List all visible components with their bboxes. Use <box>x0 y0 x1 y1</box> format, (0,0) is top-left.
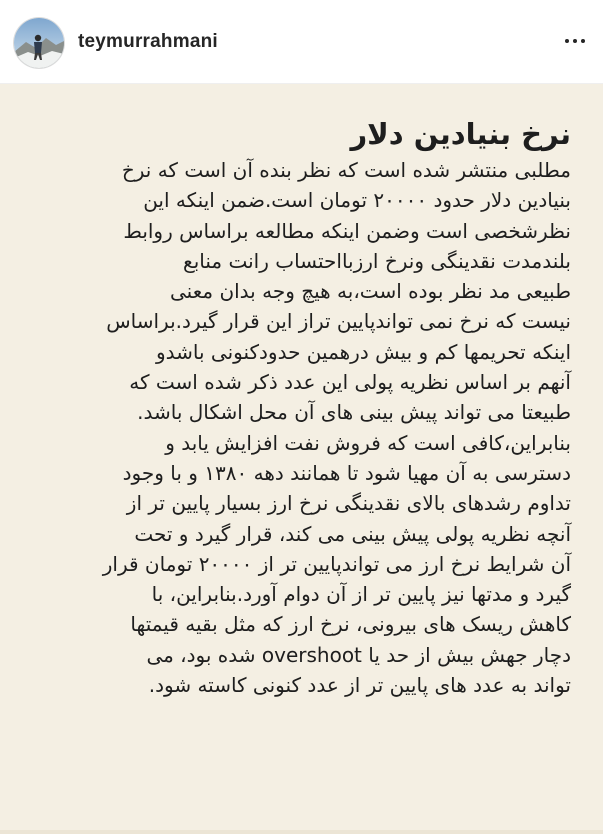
text-line: طبیعی مد نظر بوده است،به هیچ وجه بدان معنی <box>170 279 571 304</box>
text-line: کاهش ریسک های بیرونی، نرخ ارز که مثل بقیه قیمتها <box>130 612 571 637</box>
faded-previous-text <box>170 84 430 96</box>
text-line: اینکه تحریمها کم و بیش درهمین حدودکنونی باشدو <box>155 339 571 364</box>
post-body <box>26 155 571 700</box>
dot <box>581 39 585 43</box>
text-line: آن شرایط نرخ ارز می تواندپایین تر از ۲۰۰۰۰ تومان قرار <box>102 551 571 576</box>
text-line: آنچه نظریه پولی پیش بینی می کند، قرار گیرد و تحت <box>134 521 571 546</box>
text-line: بنیادین دلار حدود ۲۰۰۰۰ تومان است.ضمن اینکه این <box>143 188 571 213</box>
text-line: دسترسی به آن مهیا شود تا همانند دهه ۱۳۸۰ و با وجود <box>122 460 571 485</box>
text-line: تواند به عدد های پایین تر از عدد کنونی کاسته شود. <box>148 673 571 698</box>
profile-photo-icon <box>14 18 64 68</box>
text-line: آنهم بر اساس نظریه پولی این عدد ذکر شده است که <box>129 370 571 395</box>
dot <box>565 39 569 43</box>
post-title: نرخ بنیادین دلار <box>350 117 571 151</box>
text-line: طبیعتا می تواند پیش بینی های آن محل اشکال باشد. <box>137 400 571 425</box>
text-line: نظرشخصی است وضمن اینکه مطالعه براساس روابط <box>123 218 571 243</box>
image-bottom-edge <box>0 830 603 834</box>
post-image[interactable] <box>0 84 603 834</box>
text-line: گیرد و مدتها نیز پایین تر از آن دوام آورد.بنابراین، با <box>151 582 571 607</box>
username[interactable]: teymurrahmani <box>78 31 218 52</box>
text-line: مطلبی منتشر شده است که نظر بنده آن است که نرخ <box>121 158 571 182</box>
more-options-icon[interactable] <box>563 32 587 52</box>
text-line: تداوم رشدهای بالای نقدینگی نرخ ارز بسیار پایین تر از <box>126 491 571 516</box>
text-line: بنابراین،کافی است که فروش نفت افزایش یابد و <box>165 430 571 455</box>
dot <box>573 39 577 43</box>
post-header <box>0 0 603 84</box>
text-line: بلندمدت نقدینگی ونرخ ارزبااحتساب رانت منابع <box>183 248 571 273</box>
avatar[interactable] <box>14 18 64 68</box>
text-line: نیست که نرخ نمی تواندپایین تراز این قرار گیرد.براساس <box>106 309 571 334</box>
text-line: دچار جهش بیش از حد یا overshoot شده بود، می <box>146 642 571 667</box>
